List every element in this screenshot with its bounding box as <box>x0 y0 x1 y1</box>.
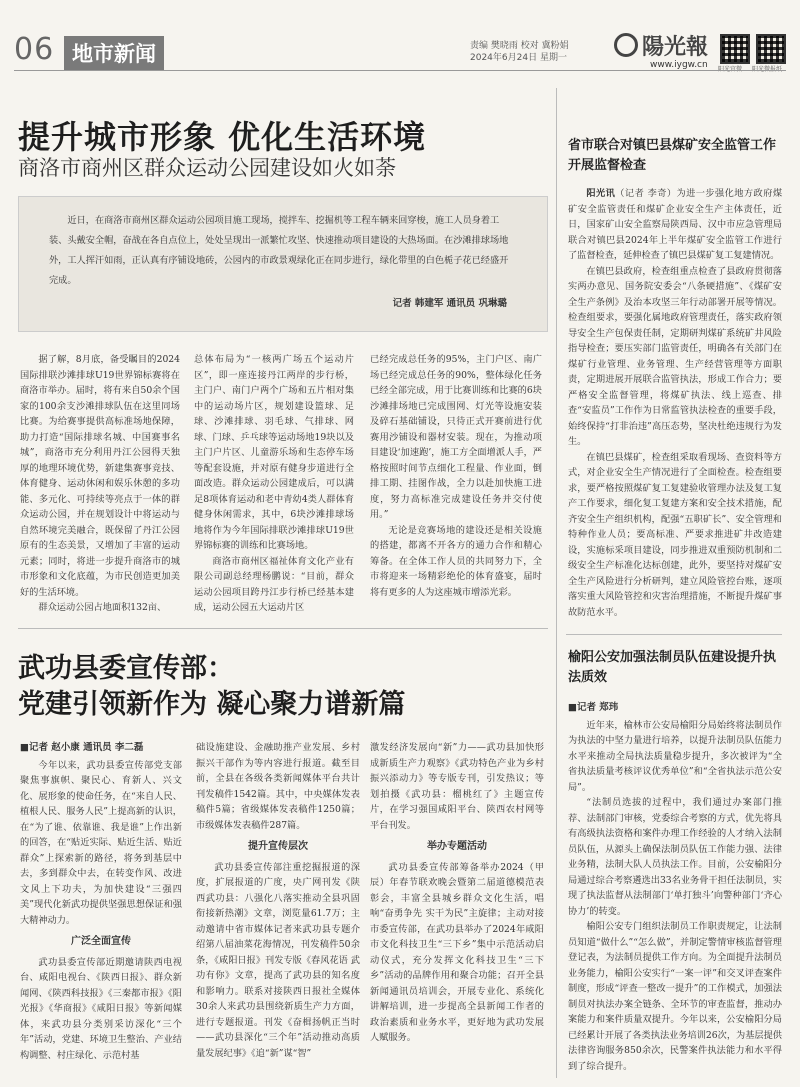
subheading: 举办专题活动 <box>427 841 487 852</box>
sun-logo-icon <box>614 33 638 57</box>
paragraph: 商洛市商州区福祉体育文化产业有限公司副总经理杨鹏说：“目前，群众运动公园项目跨丹江步行桥已经基本建成，运动公园五大运动片区 <box>194 555 354 613</box>
editors-line: 责编 樊晓雨 校对 冀粉娟 <box>470 41 569 51</box>
paragraph: 群众运动公园占地面积132亩、 <box>38 602 167 613</box>
byline-tag: 阳光讯 <box>586 188 616 199</box>
paragraph: 在镇巴县煤矿，检查组采取看现场、查资料等方式，对企业安全生产情况进行了全面检查。检查组要求，要严格按照煤矿复工复建验收管理办法及复工复产工作要求，细化复工复建方案和安全技术措施，配齐安全生产组织机构，配强“五职矿长”、安全管理和特种作业人员；要高标准、严要求推进矿井改造建设，实施标采项目建设，同步推进双重预防机制和二级安全生产标准化达标创建，此外，要坚持对煤矿安全生产风险进行分析研判，建立风险管控台账，逐项落实重大风险管控和灾害治理措施，不断提升煤矿事故防范水平。 <box>568 451 782 618</box>
article1-column-1 <box>20 352 180 616</box>
article1-byline: 记者 韩建军 通讯员 巩琳璐 <box>392 298 507 309</box>
paragraph: 今年以来，武功县委宣传部党支部聚焦事旗帜、聚民心、育新人、兴文化、展形象的使命任务，在“来自人民、植根人民、服务人民”上提高新的认识，在“为了谁、依靠谁、我是谁”上作出新的回答，在“贴近实际、贴近生活、贴近群众”上探索新的路径，将务到基层中去，多到群众中去，在转变作风、改进文风上下功夫，为加快建设“三强四美”现代化新武功提供坚强思想保证和强大精神动力。 <box>20 759 182 926</box>
right-article1-body <box>568 186 782 620</box>
article1-lead-text: 近日，在商洛市商州区群众运动公园项目施工现场，搅拌车、挖掘机等工程车辆来回穿梭，施工人员身着工装、头戴安全帽，奋战在各自点位上，处处呈现出一派繁忙攻坚、快速推动项目建设的大热场面。在沙滩排球场地外，工人挥汗如雨，正认真有序铺设地砖，公园内的市政景观绿化正在同步进行，绿化带里的白色栀子花已经盛开完成。 <box>49 215 509 286</box>
header-divider <box>14 70 786 71</box>
paragraph: 武功县委宣传部近期邀请陕西电视台、咸阳电视台、《陕西日报》、群众新闻网、《陕西科技报》《三秦都市报》《阳光报》《华商报》《咸阳日报》等新闻媒体，来武功县分类别采访深化“三个年”活动，党建、环境卫生整治、产业结构调整、村庄绿化、示范村基 <box>20 956 182 1061</box>
subheading: 广泛全面宣传 <box>71 936 131 947</box>
paragraph: 已经完成总任务的95%，主门户区、南广场已经完成总任务的90%，整体绿化任务已经全部完成，用于比赛训练和比赛的6块沙滩排场地已完成围网、灯光等设施安装及碎石基础铺设，只待正式开赛前进行优赛用沙铺设和器材安装。现在，为推动项目建设‘加速跑’，施工方全面增派人手，严格按照时间节点细化工程量、作业面，倒排工期、挂图作战，全力以赴加快施工进度，努力高标准完成建设任务并交付使用。” <box>370 354 542 520</box>
right-article1-title: 省市联合对镇巴县煤矿安全监管工作开展监督检查 <box>568 138 777 173</box>
article-divider <box>18 628 548 629</box>
paragraph: 武功县委宣传部注重挖掘报道的深度，扩展报道的广度，央广网刊发《陕西武功县：八强化八落实推动全县巩固衔接新热潮》文章，浏览量61.7万；主动邀请中省市媒体记者来武功县专题介绍第八届油菜花海情况，刊发稿件50余条，《咸阳日报》刊发专版《春风花语 武功有你》文章，提高了武功县的知名度和影响力。联系对接陕西日报社全媒体30余人来武功县围绕新质生产力方面，进行专题报道。刊发《奋楫扬帆正当时——武功县深化“三个年”活动推动高质量发展纪事》《追“新”谋“智” <box>196 861 360 1059</box>
paragraph: 础设施建设、金融助推产业发展、乡村振兴干部作为等内容进行报道。截至目前，全县在各级各类新闻媒体平台共计刊发稿件1542篇。其中，中央媒体发表稿件5篇；省级媒体发表稿件1250篇；市级媒体发表稿件287篇。 <box>196 742 360 831</box>
date-line: 2024年6月24日 星期一 <box>470 53 567 63</box>
right-divider <box>566 634 782 635</box>
article2-title-line-1: 武功县委宣传部： <box>18 653 234 684</box>
paragraph: “法制员选拔的过程中，我们通过办案部门推荐、法制部门审核，党委综合考察的方式，优先将具有高级执法资格和案件办理工作经验的人才纳入法制员队伍，从源头上确保法制员队伍工作能力强、法律业务精，法制大队人员执法工作。目前，公安榆阳分局通过综合考察遴选出33名业务骨干担任法制员，实现了执法监督从法制部门‘单打独斗’向警种部门‘齐心协力’的转变。 <box>568 797 782 917</box>
byline-note: （记者 李奇） <box>615 188 677 199</box>
paragraph: 榆阳公安专门组织法制员工作职责规定，让法制员知道“做什么”“怎么做”，并制定警情审核监督管理登记表，为法制员提供工作方向。为全面提升法制员业务能力，榆阳公安实行“一案一评”和交叉评查案件制度，形成“评查一整改一提升”的工作模式，加强法制员对执法办案全链条、全环节的审查监督，推动办案能力和案件质量双提升。今年以来，公安榆阳分局已经累计开展了各类执法业务培训26次，为基层提供法律咨询服务850余次，民警案件执法能力和水平得到了综合提升。 <box>568 921 782 1072</box>
paragraph: 近年来，榆林市公安局榆阳分局始终将法制员作为执法的中坚力量进行培养，以提升法制员队伍能力水平来推动全局执法质量稳步提升，多次被评为“全省执法质量考核评议优秀单位”和“全省执法示范公安局”。 <box>568 719 782 793</box>
subheading: 提升宣传层次 <box>248 841 308 852</box>
website-url[interactable]: www.iygw.cn <box>650 60 708 70</box>
paragraph: 武功县委宣传部筹备举办2024（甲辰）年春节联欢晚会暨第二届道德模范表彰会，丰富全县城乡群众文化生活，唱响“奋勇争先 实干为民”主旋律；主动对接市委宣传部，在武功县举办了2024年咸阳市文化科技卫生“三下乡”集中示范活动启动仪式，充分发挥文化科技卫生“三下乡”活动的品牌作用和聚合功能；召开全县新闻通讯员培训会，开展专业化、系统化讲解培训，进一步提高全县新闻工作者的政治素质和业务水平，更好地为武功发展人赋服务。 <box>370 861 544 1043</box>
paragraph: 无论是竞赛场地的建设还是相关设施的搭建，都离不开各方的通力合作和精心筹备。在全体工作人员的共同努力下，全市将迎来一场精彩绝伦的体育盛宴，届时将有更多的人为这座城市增添光彩。 <box>370 524 542 598</box>
qr-code-icon <box>720 34 750 64</box>
paragraph: 在镇巴县政府，检查组重点检查了县政府贯彻落实两办意见、国务院安委会“八条硬措施”、《煤矿安全生产条例》及治本攻坚三年行动部署开展等情况。检查组要求，要强化属地政府管理责任，落实政府领导安全生产包保责任制，定期研判煤矿系统矿井风险指导检查；要压实部门监管责任，明确各有关部门在煤矿行业管理、业务管理、生产经营管理等方面职责，定期进展开展联合监管执法，形成工作合力；要严格安全监督管理，将煤矿执法、线上巡查、排查“安监员”工作作为日常监管执法检查的重要手段，始终保持“打非治违”高压态势，坚决杜绝违规行为发生。 <box>568 265 782 447</box>
paragraph: 据了解，8月底，备受瞩目的2024国际排联沙滩排球U19世界锦标赛将在商洛市举办。届时，将有来自50余个国家的100余支沙滩排球队伍在这里同场比赛。为给赛事提供高标准场地保障，助力打造“国际排球名城、中国赛事名城”，商洛市充分利用丹江公园得天独厚的地理环境优势，新建集赛事竞技、体育健身、运动休闲和娱乐休憩的多功能、多元化、可持续等亮点于一体的群众运动公园，并在规划设计中将运动与自然环境完美融合，既保留了丹江公园原有的生态美景，又增加了丰富的运动元素；同时，将进一步提升商洛市的城市形象和文化底蕴，为市民创造更加美好的生活环境。 <box>20 354 180 598</box>
right-article2-body <box>568 700 782 1074</box>
column-divider <box>556 88 557 1078</box>
article2-column-3 <box>370 740 544 1046</box>
qr-caption-2 <box>752 64 782 73</box>
article1-subtitle: 商洛市商州区群众运动公园建设如火如荼 <box>18 156 396 180</box>
right-article2-title: 榆阳公安加强法制员队伍建设提升执法质效 <box>568 650 777 685</box>
article1-title: 提升城市形象 优化生活环境 <box>18 118 427 156</box>
article1-lead-box <box>18 196 548 332</box>
article1-column-2 <box>194 352 354 616</box>
page-number: 06 <box>14 32 55 67</box>
article2-column-1 <box>20 740 182 1063</box>
paper-name: 陽光報 <box>642 34 709 60</box>
qr-caption-1 <box>718 64 742 73</box>
article2-title-line-2: 党建引领新作为 凝心聚力谱新篇 <box>18 689 406 720</box>
paper-logo <box>614 30 708 61</box>
right-article2-byline: ■记者 郑玮 <box>568 702 619 713</box>
article1-column-3 <box>370 352 542 600</box>
article2-column-2 <box>196 740 360 1061</box>
page-header <box>0 0 800 74</box>
paragraph: 为进一步强化地方政府煤矿安全监管责任和煤矿企业安全生产主体责任，近日，国家矿山安全监察局陕西局、汉中市应急管理局联合对镇巴县2024年上半年煤矿安全监管工作进行了监督检查，延伸检查了镇巴县煤矿复工复建情况。 <box>568 188 783 261</box>
paragraph: 激发经济发展向“新”力——武功县加快形成新质生产力观察》《武功特色产业为乡村振兴添动力》等专版专刊，引发热议；等划拍摄《武功县：榴桃红了》主题宣传片，在学习强国咸阳平台、陕西农村网等平台刊发。 <box>370 742 544 831</box>
article2-byline: ■记者 赵小康 通讯员 李二磊 <box>20 742 144 753</box>
paragraph: 总体布局为“一核两广场五个运动片区”，即一座连接丹江两岸的步行桥，主门户、南门户两个广场和五片相对集中的运动场片区，规划建设篮球、足球、沙滩排球、羽毛球、气排球、网球、门球、乒乓球等运动场地19块以及主门户片区、儿童游乐场和生态停车场等配套设施，并对原有健身步道进行全面改造。群众运动公园建成后，可以满足8项体育运动和老中青幼4类人群体育健身休闲需求，其中，6块沙滩排球场地将作为今年国际排联沙滩排球U19世界锦标赛的训练和比赛场地。 <box>194 354 354 551</box>
section-title: 地市新闻 <box>64 36 164 70</box>
qr-code-icon <box>756 34 786 64</box>
